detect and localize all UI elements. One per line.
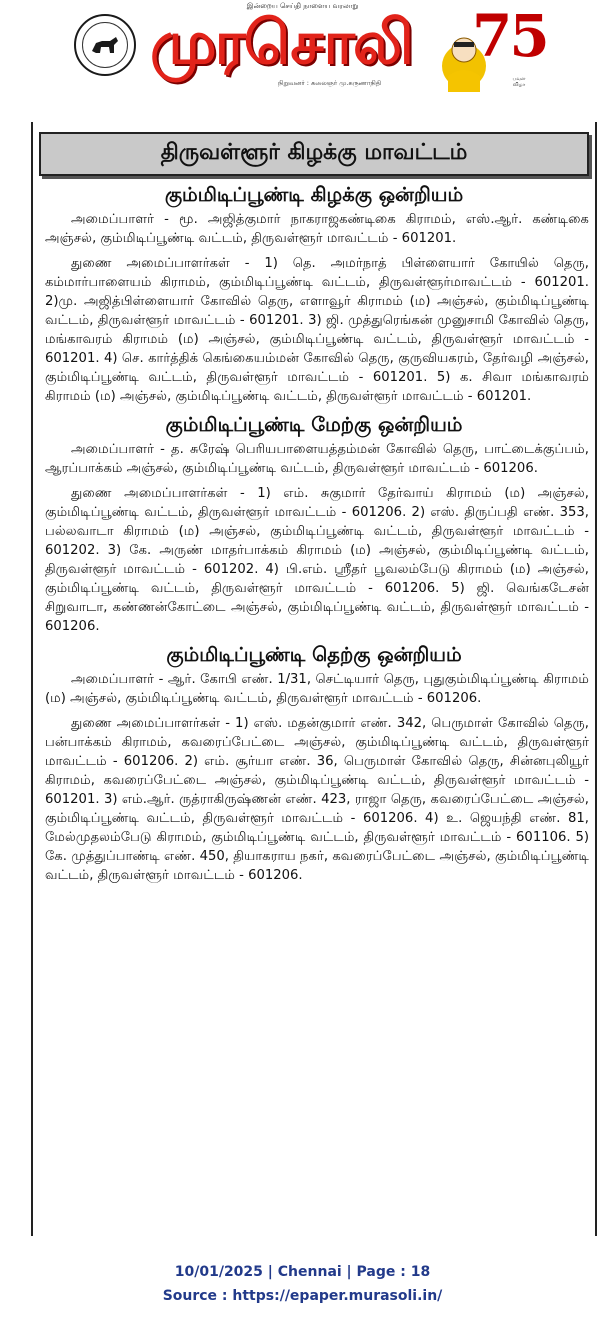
article-clipping [31, 122, 597, 1236]
section-heading-east: கும்மிடிப்பூண்டி கிழக்கு ஒன்றியம் [164, 183, 464, 206]
anniversary-emblem [438, 2, 547, 102]
footer-date-line: 10/01/2025 | Chennai | Page : 18 [174, 1264, 431, 1280]
paragraph: துணை அமைப்பாளர்கள் - 1) எஸ். மதன்குமார் எண். 342, பெருமாள் கோவில் தெரு, பன்பாக்கம் கிராமம், கவரைப்பேட்டை அஞ்சல், கும்மிடிப்பூண்டி வட்டம், திருவள்ளூர் மாவட்டம் - 601206. 2) எம். சூர்யா எண். 36, பெருமாள் கோவில் தெரு, சின்னபுலியூர் கிராமம், கவரைப்பேட்டை அஞ்சல், கும்மிடிப்பூண்டி வட்டம், திருவள்ளூர் மாவட்டம் - 601201. 3) எம்.ஆர். ருத்ராகிருஷ்ணன் எண். 423, ராஜா தெரு, கவரைப்பேட்டை அஞ்சல், கும்மிடிப்பூண்டி வட்டம், திருவள்ளூர் மாவட்டம் - 601206. 4) உ. ஜெயந்தி எண். 81, மேல்முதலம்பேடு கிராமம், கும்மிடிப்பூண்டி வட்டம், திருவள்ளூர் மாவட்டம் - 601106. 5) கே. முத்துப்பாண்டி எண். 450, தியாகராய நகர், கவரைப்பேட்டை அஞ்சல், கும்மிடிப்பூண்டி வட்டம், திருவள்ளூர் மாவட்டம் - 601206. [45, 716, 589, 883]
paragraph: துணை அமைப்பாளர்கள் - 1) எம். சுகுமார் தேர்வாய் கிராமம் (ம) அஞ்சல், கும்மிடிப்பூண்டி வட்டம், திருவள்ளூர் மாவட்டம் - 601206. 2) எஸ். திருப்பதி எண். 353, பல்லவாடா கிராமம் (ம) அஞ்சல், கும்மிடிப்பூண்டி வட்டம், திருவள்ளூர் மாவட்டம் - 601202. 3) கே. அருண் மாதர்பாக்கம் கிராமம் (ம) அஞ்சல், கும்மிடிப்பூண்டி வட்டம், திருவள்ளூர் மாவட்டம் - 601202. 4) பி.எம். ஸ்ரீதர் பூவலம்பேடு கிராமம் (ம) அஞ்சல், கும்மிடிப்பூண்டி வட்டம், திருவள்ளூர் மாவட்டம் - 601206. 5) ஜி. வெங்கடேசன் சிறுவாடா, கண்ணன்கோட்டை அஞ்சல், கும்மிடிப்பூண்டி வட்டம், திருவள்ளூர் மாவட்டம் - 601206. [45, 486, 589, 634]
footer-source-line: Source : https://epaper.murasoli.in/ [162, 1288, 443, 1304]
anniversary-number: 75 [472, 2, 547, 70]
district-title: திருவள்ளூர் கிழக்கு மாவட்டம் [39, 132, 589, 176]
paragraph: அமைப்பாளர் - த. சுரேஷ் பெரியபாளையத்தம்மன் கோவில் தெரு, பாட்டைக்குப்பம், ஆரப்பாக்கம் அஞ்சல், கும்மிடிப்பூண்டி வட்டம், திருவள்ளூர் மாவட்டம் - 601206. [45, 442, 589, 476]
newspaper-logo: முரசொலி [150, 8, 412, 78]
party-seal-icon [74, 14, 136, 76]
section-heading-south: கும்மிடிப்பூண்டி தெற்கு ஒன்றியம் [166, 643, 462, 666]
masthead [0, 0, 605, 112]
paragraph: துணை அமைப்பாளர்கள் - 1) தெ. அமர்நாத் பிள்ளையார் கோயில் தெரு, கம்மார்பாளையம் கிராமம், கும்மிடிப்பூண்டி வட்டம், திருவள்ளூர்மாவட்டம் - 601201. 2)மு. அஜித்பிள்ளையார் கோவில் தெரு, எளாவூர் கிராமம் (ம) அஞ்சல், கும்மிடிப்பூண்டி வட்டம், திருவள்ளூர் மாவட்டம் - 601201. 3) ஜி. முத்துரெங்கன் முனுசாமி கோவில் தெரு, மங்காவரம் கிராமம் (ம) அஞ்சல், கும்மிடிப்பூண்டி வட்டம், திருவள்ளூர் மாவட்டம் - 601201. 4) செ. கார்த்திக் கெங்கையம்மன் கோவில் தெரு, குருவியகரம், தேர்வழி அஞ்சல், கும்மிடிப்பூண்டி வட்டம், திருவள்ளூர் மாவட்டம் - 601201. 5) க. சிவா மங்காவரம் கிராமம் (ம) அஞ்சல், கும்மிடிப்பூண்டி வட்டம், திருவள்ளூர் மாவட்டம் - 601201. [45, 256, 589, 404]
masthead-founder-line: நிறுவனர் : கலைஞர் மு.கருணாநிதி [278, 79, 382, 87]
masthead-tagline: இன்றைய செய்தி நாளைய வரலாறு [246, 2, 359, 10]
anniversary-label: பவள விழா [512, 76, 526, 88]
paragraph: அமைப்பாளர் - ஆர். கோபி எண். 1/31, செட்டியார் தெரு, புதுகும்மிடிப்பூண்டி கிராமம் (ம) அஞ்சல், கும்மிடிப்பூண்டி வட்டம், திருவள்ளூர் மாவட்டம் - 601206. [45, 672, 589, 706]
section-heading-west: கும்மிடிப்பூண்டி மேற்கு ஒன்றியம் [165, 413, 463, 436]
paragraph: அமைப்பாளர் - மூ. அஜித்குமார் நாகராஜகண்டிகை கிராமம், எஸ்.ஆர். கண்டிகை அஞ்சல், கும்மிடிப்பூண்டி வட்டம், திருவள்ளூர் மாவட்டம் - 601201. [45, 212, 589, 246]
